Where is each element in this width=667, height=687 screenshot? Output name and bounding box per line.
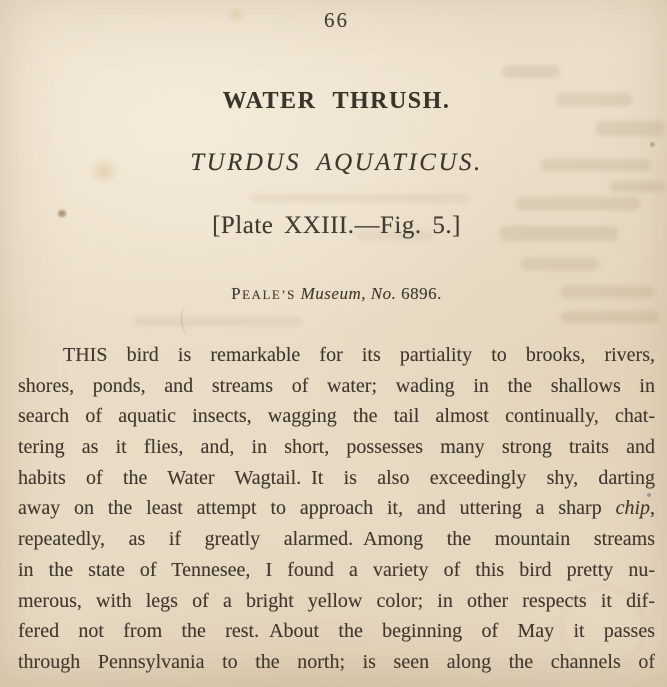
show-through-mark (250, 194, 468, 202)
show-through-mark (561, 311, 659, 323)
chapter-title: WATER THRUSH. (222, 88, 451, 114)
body-text-line: shores, ponds, and streams of water; wading in the shallows in (18, 374, 655, 397)
plate-figure-reference: [Plate XXIII.—Fig. 5.] (212, 212, 461, 239)
museum-owner-initial: P (231, 284, 243, 303)
body-text-line: THIS bird is remarkable for its partiality to brooks, rivers, (63, 344, 655, 366)
body-text-line: away on the least attempt to approach it, and uttering a sharp chip, (18, 497, 655, 520)
body-text-line: search of aquatic insects, wagging the tail almost continually, chat- (18, 405, 655, 428)
species-name-latin: TURDUS AQUATICUS. (190, 149, 483, 176)
museum-no-label: No. (370, 284, 397, 303)
body-paragraph (18, 340, 655, 678)
body-text-line: habits of the Water Wagtail. It is also exceedingly shy, darting (18, 466, 655, 489)
show-through-mark (516, 197, 640, 210)
body-text-line: repeatedly, as if greatly alarmed. Among the mountain streams (18, 528, 655, 551)
paper-crease (179, 305, 197, 336)
museum-specimen-number: 6896. (401, 284, 442, 303)
body-text-line: in the state of Tennesee, I found a variety of this bird pretty nu- (18, 558, 655, 581)
paper-speck (650, 142, 655, 147)
show-through-mark (521, 258, 599, 270)
body-text-line: fered not from the rest. About the beginning of May it passes (18, 620, 655, 643)
show-through-mark (134, 317, 302, 326)
show-through-mark (596, 121, 664, 136)
show-through-mark (502, 66, 560, 78)
body-text-line: merous, with legs of a bright yellow color; in other respects it dif- (18, 589, 655, 612)
page-number: 66 (324, 8, 349, 32)
museum-owner-rest: EALE’S (242, 287, 296, 302)
body-text-line: tering as it flies, and, in short, possesses many strong traits and (18, 436, 655, 459)
body-text-line: through Pennsylvania to the north; is seen along the channels of (18, 650, 655, 673)
museum-specimen-line (18, 284, 655, 304)
museum-word: Museum, (300, 284, 366, 303)
show-through-mark (610, 181, 665, 192)
